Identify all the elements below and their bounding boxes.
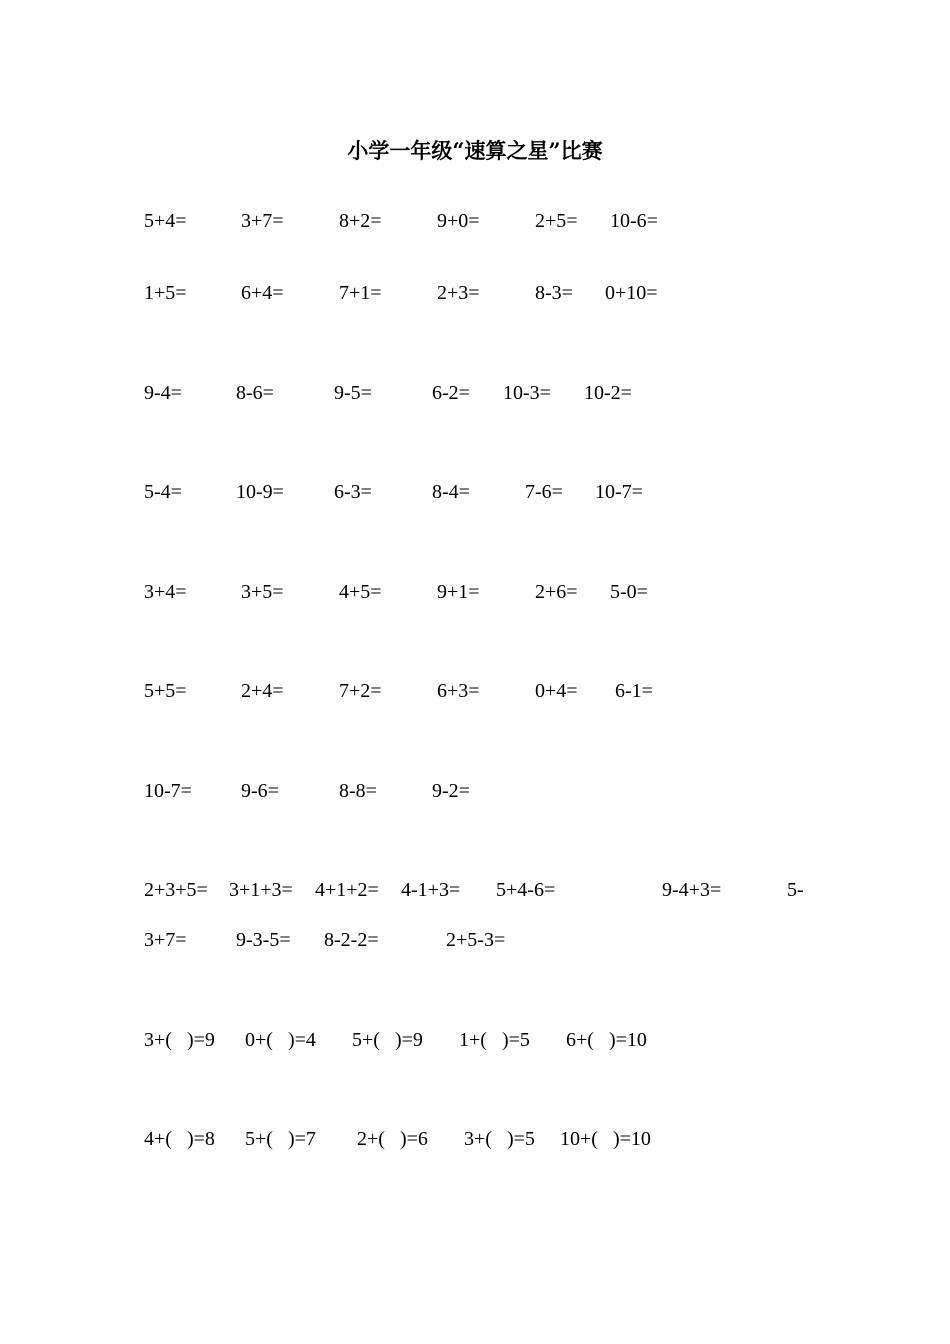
math-problem: 5+4-6= [496,879,556,901]
math-problem: 9+1= [437,581,480,603]
math-problem: 4+( )=8 [144,1128,215,1150]
math-problem: 4+1+2= [315,879,379,901]
math-problem: 2+6= [535,581,578,603]
math-problem: 9-4+3= [662,879,722,901]
problem-row [0,579,950,605]
problem-row [0,1126,950,1152]
math-problem: 1+5= [144,282,187,304]
math-problem: 2+5= [535,210,578,232]
math-problem: 9-4= [144,382,182,404]
math-problem: 10+( )=10 [560,1128,651,1150]
math-problem: 5+( )=7 [245,1128,316,1150]
math-problem: 4+5= [339,581,382,603]
math-problem: 2+4= [241,680,284,702]
math-problem: 10-9= [236,481,284,503]
math-problem: 2+3= [437,282,480,304]
math-problem: 6+4= [241,282,284,304]
math-problem: 10-7= [595,481,643,503]
math-problem: 9+0= [437,210,480,232]
math-problem: 3+( )=5 [464,1128,535,1150]
math-problem: 8-4= [432,481,470,503]
math-problem: 3+4= [144,581,187,603]
math-problem: 0+4= [535,680,578,702]
problem-row [0,380,950,406]
math-problem: 1+( )=5 [459,1029,530,1051]
math-problem: 9-2= [432,780,470,802]
math-problem: 7+1= [339,282,382,304]
math-problem: 6-2= [432,382,470,404]
math-problem: 9-3-5= [236,929,291,951]
math-problem: 5+4= [144,210,187,232]
worksheet-title: 小学一年级“速算之星”比赛 [347,138,603,163]
math-problem: 0+( )=4 [245,1029,316,1051]
math-problem: 8-6= [236,382,274,404]
math-problem: 10-6= [610,210,658,232]
problem-row [0,877,950,903]
problem-row [0,479,950,505]
problem-row [0,280,950,306]
math-problem: 8-8= [339,780,377,802]
math-problem: 4-1+3= [401,879,461,901]
math-problem: 3+5= [241,581,284,603]
math-problem: 9-5= [334,382,372,404]
math-problem: 7-6= [525,481,563,503]
math-problem: 0+10= [605,282,658,304]
problem-row [0,1027,950,1053]
math-problem: 3+( )=9 [144,1029,215,1051]
math-problem: 8-3= [535,282,573,304]
problem-row [0,208,950,234]
math-problem: 2+5-3= [446,929,506,951]
math-problem: 3+7= [144,929,187,951]
math-problem: 2+3+5= [144,879,208,901]
math-problem: 8+2= [339,210,382,232]
math-problem: 6+3= [437,680,480,702]
math-problem: 5- [787,879,804,901]
math-problem: 3+1+3= [229,879,293,901]
math-problem: 6-1= [615,680,653,702]
math-problem: 10-3= [503,382,551,404]
math-problem: 5-4= [144,481,182,503]
math-problem: 5+( )=9 [352,1029,423,1051]
math-problem: 3+7= [241,210,284,232]
math-problem: 5-0= [610,581,648,603]
math-problem: 10-7= [144,780,192,802]
math-problem: 10-2= [584,382,632,404]
math-problem: 6+( )=10 [566,1029,647,1051]
problem-row [0,927,950,953]
math-problem: 2+( )=6 [357,1128,428,1150]
math-problem: 6-3= [334,481,372,503]
math-problem: 5+5= [144,680,187,702]
math-problem: 7+2= [339,680,382,702]
problem-row [0,778,950,804]
problem-row [0,678,950,704]
math-problem: 9-6= [241,780,279,802]
math-problem: 8-2-2= [324,929,379,951]
